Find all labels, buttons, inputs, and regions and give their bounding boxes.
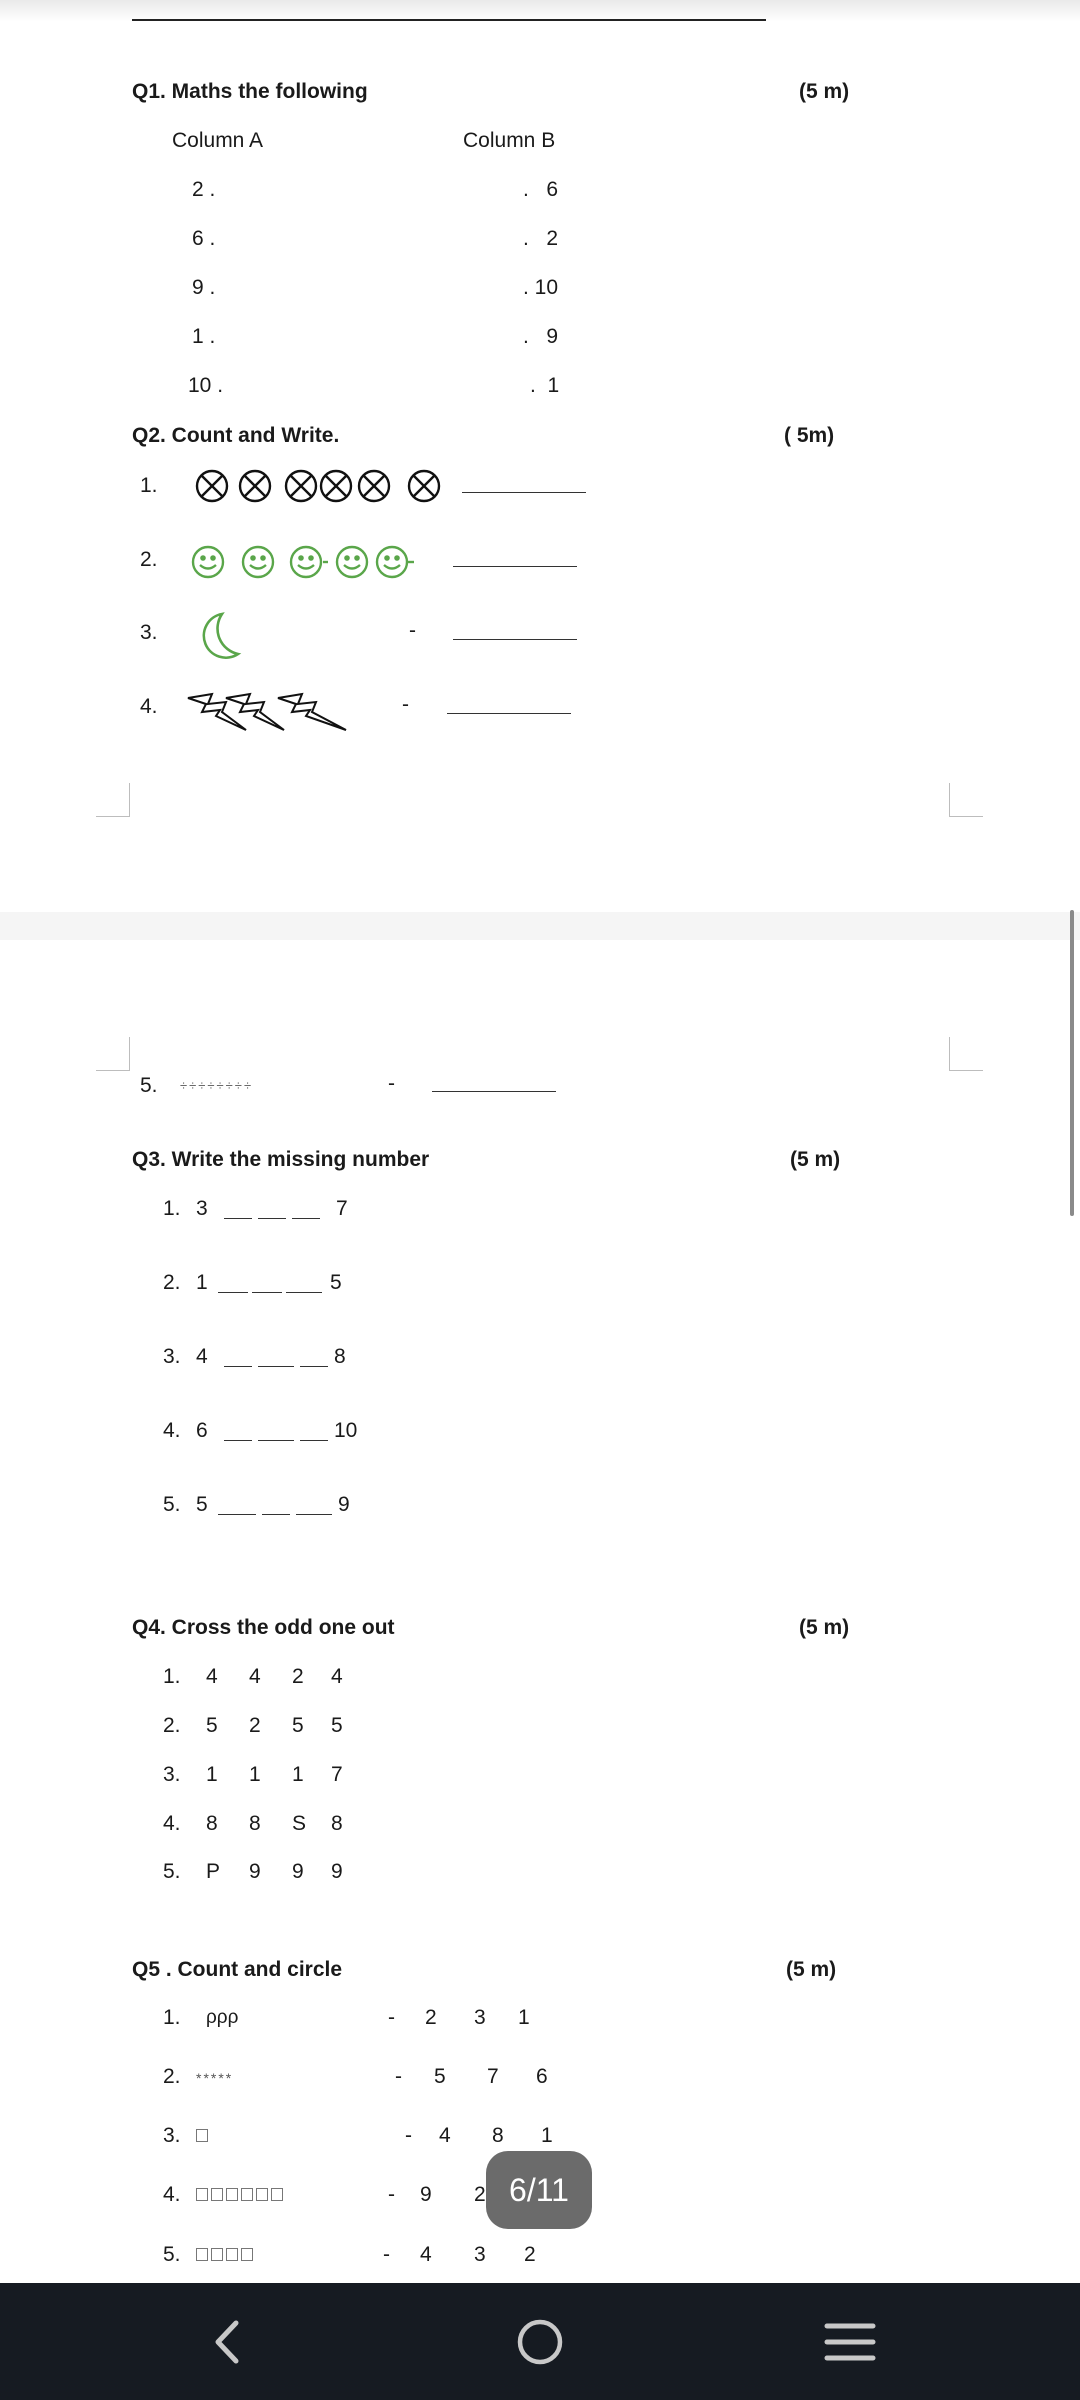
q5-option[interactable]: 7 bbox=[487, 2065, 499, 2088]
q2-marks: ( 5m) bbox=[784, 424, 835, 447]
q4-value: 9 bbox=[249, 1860, 261, 1883]
q5-dash: - bbox=[383, 2243, 390, 2266]
q4-marks: (5 m) bbox=[799, 1616, 850, 1639]
circled-x-icon bbox=[409, 471, 439, 501]
q5-option[interactable]: 8 bbox=[492, 2124, 504, 2147]
q4-value: 8 bbox=[206, 1812, 218, 1835]
smiley-icon bbox=[291, 547, 321, 577]
q4-value: 4 bbox=[206, 1665, 218, 1688]
navigation-bar bbox=[0, 2283, 1080, 2400]
q1-title: Q1. Maths the following bbox=[132, 80, 368, 103]
menu-icon bbox=[824, 2320, 876, 2364]
sequence-start: 1 bbox=[196, 1271, 208, 1294]
division-symbols: ÷÷÷÷÷÷÷÷ bbox=[180, 1078, 254, 1093]
q2-item-number: 1. bbox=[140, 474, 158, 497]
page-indicator: 6/11 bbox=[486, 2151, 592, 2229]
blank bbox=[258, 1440, 294, 1441]
q4-value: 4 bbox=[249, 1665, 261, 1688]
q4-row-number: 3. bbox=[163, 1763, 181, 1786]
page-corner-mark bbox=[96, 783, 130, 817]
lightning-bolt-icon bbox=[278, 694, 346, 730]
answer-blank bbox=[453, 639, 577, 640]
smiley-icon-group bbox=[188, 542, 418, 582]
q3-item-number: 4. bbox=[163, 1419, 181, 1442]
q4-row-number: 2. bbox=[163, 1714, 181, 1737]
square-symbols bbox=[196, 2186, 286, 2204]
circled-x-icon bbox=[359, 471, 389, 501]
sequence-end: 8 bbox=[334, 1345, 346, 1368]
q4-value: 4 bbox=[331, 1665, 343, 1688]
column-a-item: 1 . bbox=[192, 325, 216, 348]
circled-x-icon bbox=[321, 471, 351, 501]
answer-blank bbox=[447, 713, 571, 714]
q4-value: 5 bbox=[292, 1714, 304, 1737]
scrollbar[interactable] bbox=[1070, 910, 1074, 1216]
menu-button[interactable] bbox=[790, 2283, 910, 2400]
q4-title: Q4. Cross the odd one out bbox=[132, 1616, 395, 1639]
q3-item-number: 3. bbox=[163, 1345, 181, 1368]
q2-dash: - bbox=[388, 1072, 395, 1095]
answer-blank bbox=[453, 566, 577, 567]
smiley-icon bbox=[243, 547, 273, 577]
sequence-end: 10 bbox=[334, 1419, 358, 1442]
column-a-item: 6 . bbox=[192, 227, 216, 250]
q3-item-number: 2. bbox=[163, 1271, 181, 1294]
column-a-item: 2 . bbox=[192, 178, 216, 201]
q3-marks: (5 m) bbox=[790, 1148, 841, 1171]
circled-x-icon bbox=[240, 471, 270, 501]
lightning-bolt-icon-group bbox=[186, 690, 352, 734]
column-b-item: . 2 bbox=[523, 227, 559, 250]
blank bbox=[252, 1292, 282, 1293]
back-icon bbox=[208, 2317, 248, 2367]
q3-title: Q3. Write the missing number bbox=[132, 1148, 430, 1171]
rho-symbols: ρρρ bbox=[206, 2007, 239, 2028]
q4-value: 1 bbox=[206, 1763, 218, 1786]
q3-item-number: 1. bbox=[163, 1197, 181, 1220]
q4-row-number: 4. bbox=[163, 1812, 181, 1835]
square-symbols bbox=[196, 2246, 256, 2264]
divider-line bbox=[132, 19, 766, 21]
q5-title: Q5 . Count and circle bbox=[132, 1958, 343, 1981]
page-corner-mark bbox=[96, 1037, 130, 1071]
q5-dash: - bbox=[395, 2065, 402, 2088]
square-symbols bbox=[196, 2127, 211, 2145]
q2-dash: - bbox=[409, 619, 416, 642]
q4-value: 2 bbox=[292, 1665, 304, 1688]
sequence-start: 5 bbox=[196, 1493, 208, 1516]
circled-x-icon-group bbox=[192, 466, 448, 506]
q4-value: 9 bbox=[292, 1860, 304, 1883]
sequence-end: 9 bbox=[338, 1493, 350, 1516]
q2-item-number: 3. bbox=[140, 621, 158, 644]
sequence-start: 4 bbox=[196, 1345, 208, 1368]
q4-value: 8 bbox=[331, 1812, 343, 1835]
q4-value: 9 bbox=[331, 1860, 343, 1883]
blank bbox=[218, 1292, 248, 1293]
home-icon bbox=[515, 2317, 565, 2367]
sequence-start: 6 bbox=[196, 1419, 208, 1442]
column-b-item: . 1 bbox=[530, 374, 560, 397]
blank bbox=[262, 1514, 290, 1515]
answer-blank bbox=[432, 1091, 556, 1092]
q5-option[interactable]: 9 bbox=[420, 2183, 432, 2206]
back-button[interactable] bbox=[168, 2283, 288, 2400]
smiley-icon bbox=[337, 547, 367, 577]
column-b-item: . 6 bbox=[523, 178, 559, 201]
q5-dash: - bbox=[388, 2006, 395, 2029]
q3-item-number: 5. bbox=[163, 1493, 181, 1516]
q5-option[interactable]: 2 bbox=[425, 2006, 437, 2029]
blank bbox=[292, 1218, 320, 1219]
page-corner-mark bbox=[949, 1037, 983, 1071]
q5-option[interactable]: 3 bbox=[474, 2243, 486, 2266]
column-a-header: Column A bbox=[172, 129, 264, 152]
q4-value: 7 bbox=[331, 1763, 343, 1786]
column-a-item: 10 . bbox=[188, 374, 224, 397]
q5-row-number: 2. bbox=[163, 2065, 181, 2088]
blank bbox=[224, 1440, 252, 1441]
blank bbox=[300, 1440, 328, 1441]
sequence-end: 5 bbox=[330, 1271, 342, 1294]
q4-value: 2 bbox=[249, 1714, 261, 1737]
q4-value: 1 bbox=[249, 1763, 261, 1786]
q4-value: 5 bbox=[331, 1714, 343, 1737]
q4-value: S bbox=[292, 1812, 307, 1835]
page-separator bbox=[0, 912, 1080, 940]
column-b-header: Column B bbox=[463, 129, 556, 152]
q2-item-number: 2. bbox=[140, 548, 158, 571]
q5-option[interactable]: 3 bbox=[474, 2006, 486, 2029]
q4-value: 8 bbox=[249, 1812, 261, 1835]
q5-option[interactable]: 5 bbox=[434, 2065, 446, 2088]
blank bbox=[300, 1366, 328, 1367]
blank bbox=[218, 1514, 256, 1515]
q4-row-number: 1. bbox=[163, 1665, 181, 1688]
q2-item-number: 4. bbox=[140, 695, 158, 718]
q2-item-number: 5. bbox=[140, 1074, 158, 1097]
q2-dash: - bbox=[402, 693, 409, 716]
circled-x-icon bbox=[286, 471, 316, 501]
blank bbox=[286, 1292, 322, 1293]
circled-x-icon bbox=[197, 471, 227, 501]
home-button[interactable] bbox=[480, 2283, 600, 2400]
blank bbox=[224, 1218, 252, 1219]
q5-option[interactable]: 6 bbox=[536, 2065, 548, 2088]
q5-option[interactable]: 2 bbox=[474, 2183, 486, 2206]
q5-option[interactable]: 4 bbox=[420, 2243, 432, 2266]
blank bbox=[224, 1366, 252, 1367]
q5-row-number: 5. bbox=[163, 2243, 181, 2266]
q5-row-number: 4. bbox=[163, 2183, 181, 2206]
blank bbox=[258, 1218, 286, 1219]
q2-title: Q2. Count and Write. bbox=[132, 424, 340, 447]
q4-value: P bbox=[206, 1860, 221, 1883]
crescent-moon-icon bbox=[190, 610, 242, 662]
column-b-item: . 10 bbox=[523, 276, 559, 299]
q5-row-number: 1. bbox=[163, 2006, 181, 2029]
blank bbox=[258, 1366, 294, 1367]
q1-marks: (5 m) bbox=[799, 80, 850, 103]
sequence-start: 3 bbox=[196, 1197, 208, 1220]
sequence-end: 7 bbox=[336, 1197, 348, 1220]
q5-option[interactable]: 1 bbox=[541, 2124, 553, 2147]
column-a-item: 9 . bbox=[192, 276, 216, 299]
smiley-icon bbox=[193, 547, 223, 577]
page-corner-mark bbox=[949, 783, 983, 817]
blank bbox=[296, 1514, 332, 1515]
q5-marks: (5 m) bbox=[786, 1958, 837, 1981]
q5-option[interactable]: 2 bbox=[524, 2243, 536, 2266]
column-b-item: . 9 bbox=[523, 325, 559, 348]
q5-dash: - bbox=[388, 2183, 395, 2206]
q5-row-number: 3. bbox=[163, 2124, 181, 2147]
answer-blank bbox=[462, 492, 586, 493]
smiley-icon bbox=[377, 547, 407, 577]
q5-option[interactable]: 4 bbox=[439, 2124, 451, 2147]
q5-option[interactable]: 1 bbox=[518, 2006, 530, 2029]
q4-row-number: 5. bbox=[163, 1860, 181, 1883]
q4-value: 5 bbox=[206, 1714, 218, 1737]
star-symbols: ***** bbox=[196, 2070, 234, 2086]
q5-dash: - bbox=[405, 2124, 412, 2147]
q4-value: 1 bbox=[292, 1763, 304, 1786]
